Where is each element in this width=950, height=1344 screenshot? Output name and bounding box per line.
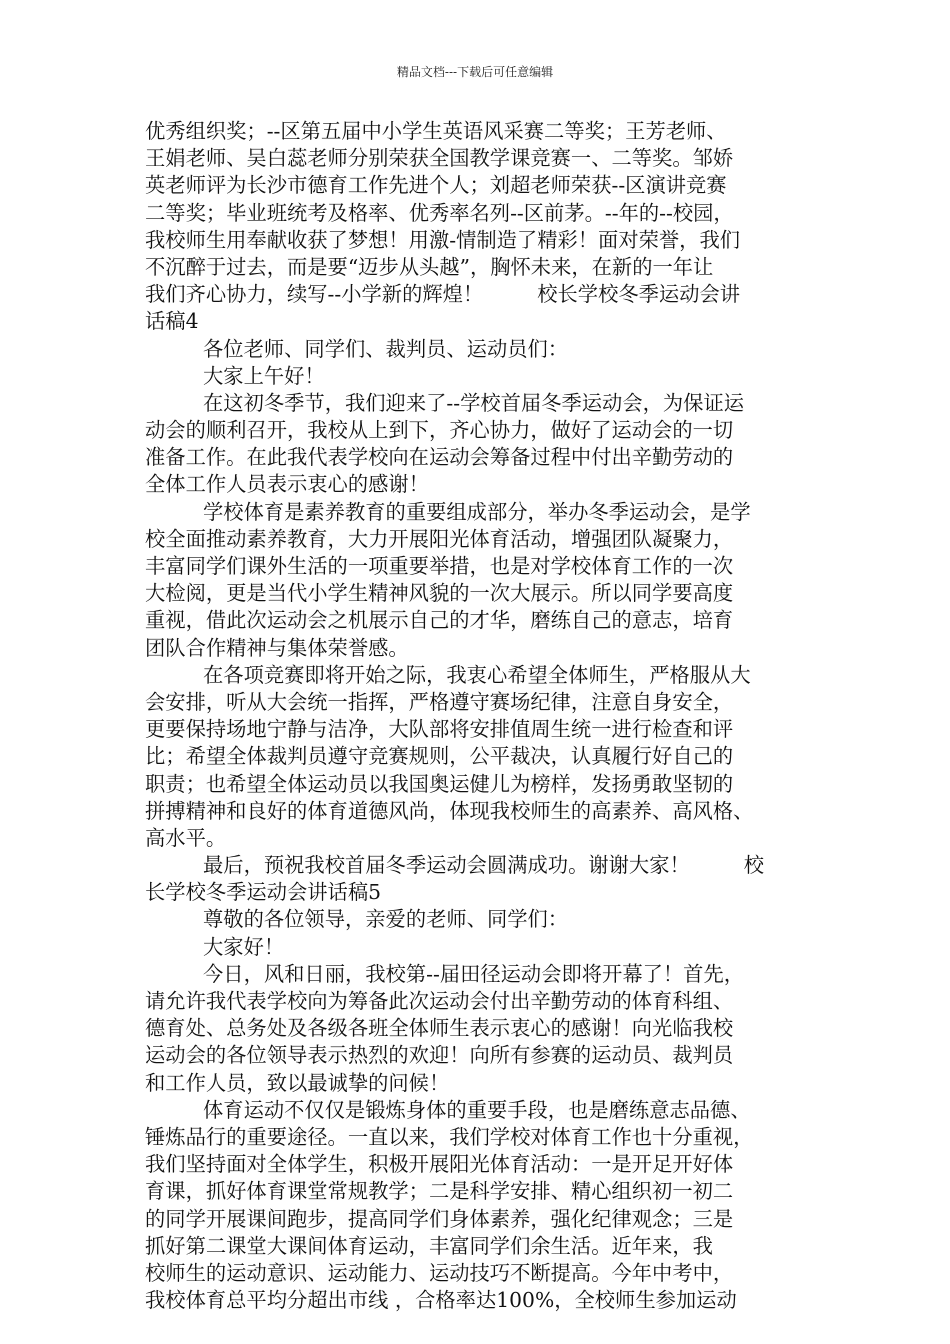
line-tail-text: 校长学校冬季运动会讲: [537, 282, 741, 307]
line-text: 体育运动不仅仅是锻炼身体的重要手段，也是磨练意志品德、: [203, 1097, 751, 1122]
text-line: [145, 1124, 813, 1151]
line-text: 在这初冬季节，我们迎来了--学校首届冬季运动会，为保证运: [203, 390, 745, 415]
text-line: [145, 172, 813, 199]
text-line: [145, 961, 813, 988]
text-line: [145, 1206, 813, 1233]
text-line: [145, 254, 813, 281]
line-text: 比；希望全体裁判员遵守竞赛规则，公平裁决，认真履行好自己的: [145, 744, 734, 769]
line-text: 团队合作精神与集体荣誉感。: [145, 635, 409, 660]
text-line: [145, 1097, 813, 1124]
line-text: 我们齐心协力，续写--小学新的辉煌！: [145, 282, 484, 307]
text-line: [145, 499, 813, 526]
text-line: [145, 417, 813, 444]
text-line: [145, 390, 813, 417]
line-text: 高水平。: [145, 825, 227, 850]
text-line: [145, 1070, 813, 1097]
text-line: [145, 444, 813, 471]
line-text: 英老师评为长沙市德育工作先进个人；刘超老师荣获--区演讲竞赛: [145, 173, 727, 198]
text-line: [145, 1178, 813, 1205]
text-line: [145, 118, 813, 145]
text-line: [145, 471, 813, 498]
line-text: 大检阅，更是当代小学生精神风貌的一次大展示。所以同学要高度: [145, 581, 734, 606]
text-line: [145, 662, 813, 689]
text-line: [145, 308, 813, 335]
line-text: 我校师生用奉献收获了梦想！用激-情制造了精彩！面对荣誉，我们: [145, 227, 741, 252]
page-header: 精品文档---下载后可任意编辑: [396, 65, 554, 79]
line-text: 动会的顺利召开，我校从上到下，齐心协力，做好了运动会的一切: [145, 418, 734, 443]
text-line: [145, 1287, 813, 1314]
line-text: 丰富同学们课外生活的一项重要举措，也是对学校体育工作的一次: [145, 554, 734, 578]
text-line: [145, 363, 813, 390]
text-line: [145, 635, 813, 662]
line-text: 和工作人员，致以最诚挚的问候！: [145, 1070, 450, 1095]
line-tail-text: 校: [743, 853, 765, 878]
line-text: 校全面推动素养教育，大力开展阳光体育活动，增强团队凝聚力，: [145, 526, 734, 551]
text-line: [145, 200, 813, 227]
line-text: 拼搏精神和良好的体育道德风尚，体现我校师生的高素养、高风格、: [145, 798, 754, 823]
line-text: 职责；也希望全体运动员以我国奥运健儿为榜样，发扬勇敢坚韧的: [145, 771, 734, 796]
line-text: 大家好！: [203, 934, 285, 959]
text-line: [145, 798, 813, 825]
text-line: [145, 934, 813, 961]
line-text: 德育处、总务处及各级各班全体师生表示衷心的感谢！向光临我校: [145, 1016, 734, 1041]
line-text: 更要保持场地宁静与洁净，大队部将安排值周生统一进行检查和评: [145, 717, 734, 742]
line-text: 全体工作人员表示衷心的感谢！: [145, 472, 429, 497]
text-line: [145, 145, 813, 172]
line-text: 优秀组织奖；--区第五届中小学生英语风采赛二等奖；王芳老师、: [145, 119, 727, 143]
line-text: 育课，抓好体育课堂常规教学；二是科学安排、精心组织初一初二: [145, 1179, 734, 1204]
text-line: [145, 1233, 813, 1260]
text-line: [145, 227, 813, 254]
line-text: 不沉醉于过去，而是要“迈步从头越”，胸怀未来，在新的一年让: [145, 254, 714, 279]
line-text: 准备工作。在此我代表学校向在运动会筹备过程中付出辛勤劳动的: [145, 445, 734, 470]
text-line: [145, 689, 813, 716]
line-text: 我校体育总平均分超出市线 ，合格率达100%，全校师生参加运动: [145, 1288, 737, 1313]
line-text: 的同学开展课间跑步，提高同学们身体素养，强化纪律观念；三是: [145, 1206, 734, 1231]
line-text: 长学校冬季运动会讲话稿5: [145, 880, 381, 905]
line-text: 学校体育是素养教育的重要组成部分，举办冬季运动会，是学: [203, 499, 751, 524]
text-line: [145, 771, 813, 798]
line-text: 各位老师、同学们、裁判员、运动员们：: [203, 336, 569, 361]
text-line: [145, 553, 813, 580]
line-text: 在各项竞赛即将开始之际，我衷心希望全体师生，严格服从大: [203, 662, 751, 687]
text-line: [145, 1151, 813, 1178]
line-text: 大家上午好！: [203, 363, 325, 388]
text-line: [145, 906, 813, 933]
document-body: [145, 118, 813, 1314]
text-line: [145, 580, 813, 607]
line-text: 重视，借此次运动会之机展示自己的才华，磨练自己的意志，培育: [145, 608, 734, 633]
text-line: [145, 879, 813, 906]
text-line: [145, 825, 813, 852]
text-line: [145, 716, 813, 743]
line-text: 尊敬的各位领导，亲爱的老师、同学们：: [203, 907, 569, 932]
line-text: 话稿4: [145, 309, 199, 334]
line-text: 请允许我代表学校向为筹备此次运动会付出辛勤劳动的体育科组、: [145, 989, 734, 1013]
text-line: [145, 607, 813, 634]
line-text: 我们坚持面对全体学生，积极开展阳光体育活动：一是开足开好体: [145, 1152, 734, 1177]
text-line: [145, 1015, 813, 1042]
line-text: 锤炼品行的重要途径。一直以来，我们学校对体育工作也十分重视，: [145, 1124, 754, 1149]
line-text: 校师生的运动意识、运动能力、运动技巧不断提高。今年中考中，: [145, 1260, 734, 1285]
text-line: [145, 281, 813, 308]
line-text: 运动会的各位领导表示热烈的欢迎！向所有参赛的运动员、裁判员: [145, 1043, 734, 1068]
line-text: 二等奖；毕业班统考及格率、优秀率名列--区前茅。--年的--校园，: [145, 200, 734, 225]
text-line: [145, 1042, 813, 1069]
line-text: 会安排，听从大会统一指挥，严格遵守赛场纪律，注意自身安全，: [145, 689, 734, 714]
line-text: 今日，风和日丽，我校第--届田径运动会即将开幕了！首先，: [203, 961, 745, 986]
text-line: [145, 743, 813, 770]
line-text: 抓好第二课堂大课间体育运动，丰富同学们余生活。近年来，我: [145, 1233, 713, 1258]
text-line: [145, 852, 813, 879]
text-line: [145, 988, 813, 1015]
line-text: 王娟老师、吴白蕊老师分别荣获全国教学课竞赛一、二等奖。邹娇: [145, 146, 734, 171]
line-text: 最后，预祝我校首届冬季运动会圆满成功。谢谢大家！: [203, 853, 690, 878]
text-line: [145, 526, 813, 553]
text-line: [145, 336, 813, 363]
text-line: [145, 1260, 813, 1287]
